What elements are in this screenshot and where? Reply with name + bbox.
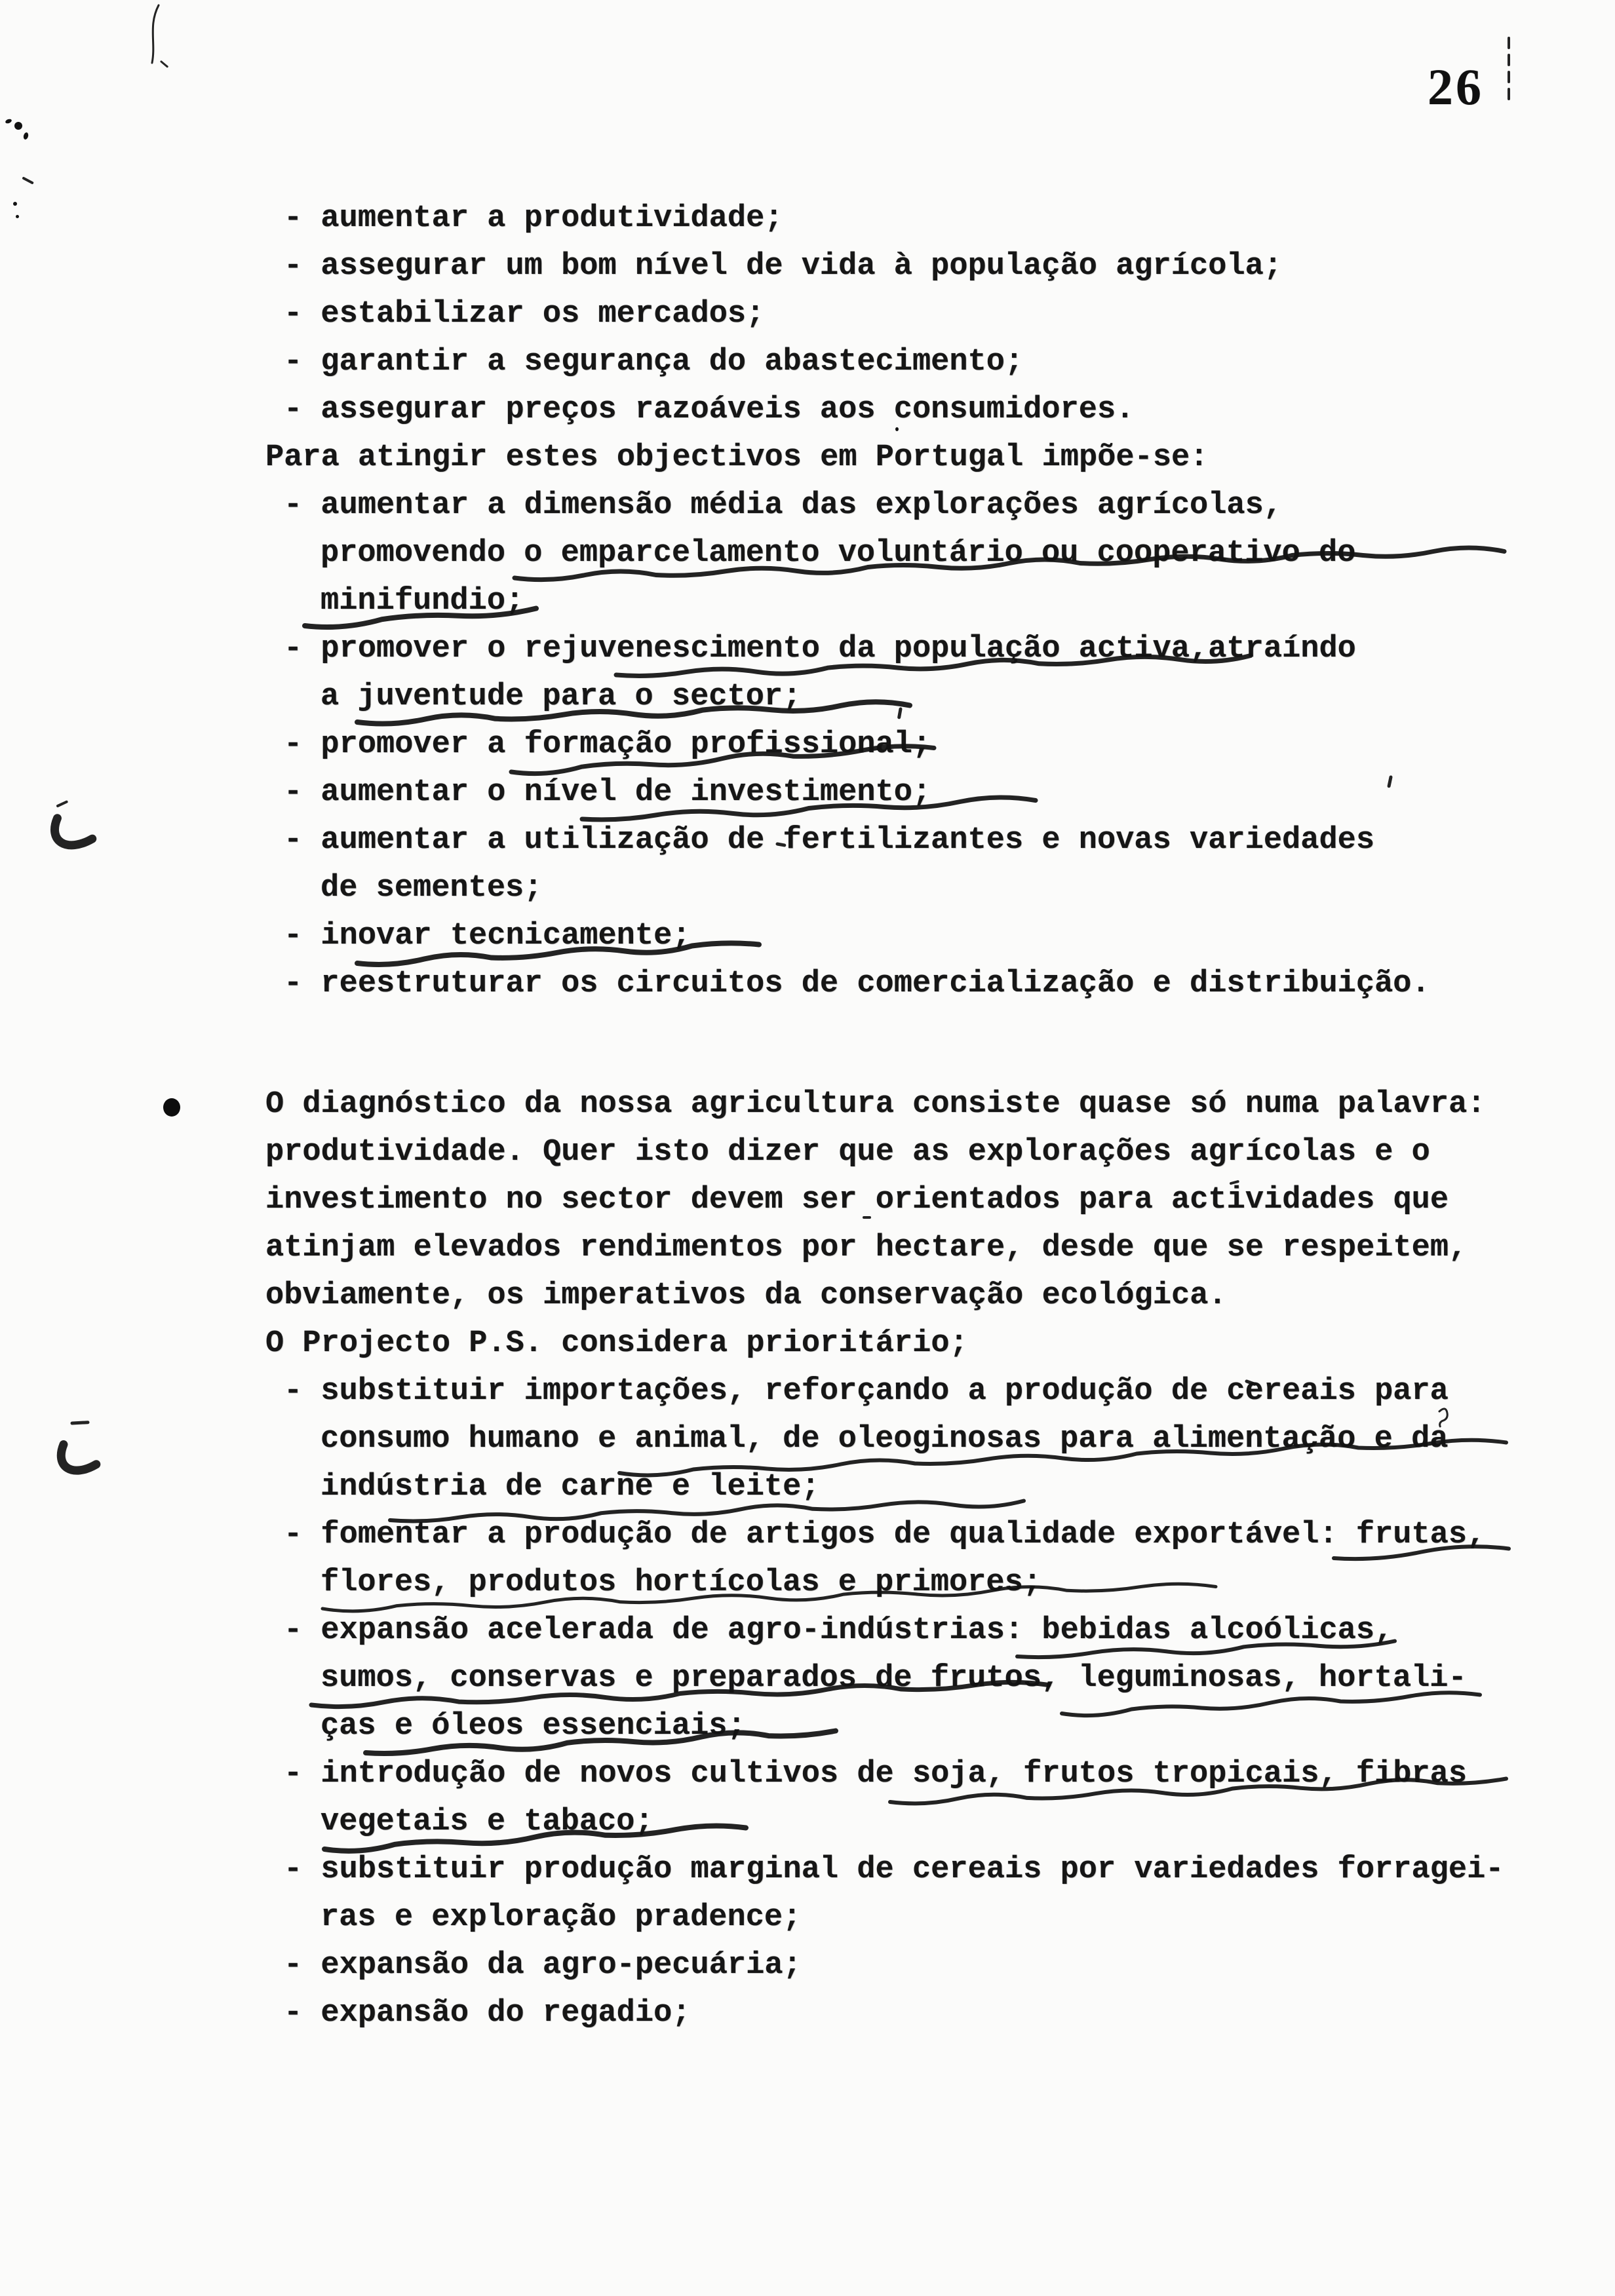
text-line: - aumentar a utilização de fertilizantes e novas variedades [284, 823, 1375, 858]
text-line: promovendo o emparcelamento voluntário ou cooperativo do [321, 536, 1356, 571]
underline-mark [1334, 1546, 1509, 1559]
text-line: flores, produtos hortícolas e primores; [321, 1565, 1041, 1600]
underline-mark [366, 1731, 836, 1754]
text-line: - expansão da agro-pecuária; [284, 1948, 802, 1983]
ink-dot-mark [23, 132, 29, 140]
text-line: - expansão acelerada de agro-indústrias: bebidas alcoólicas, [284, 1613, 1393, 1648]
underline-mark [1017, 1641, 1395, 1658]
ink-dot-mark [895, 427, 899, 431]
pen-stroke-mark [152, 5, 159, 63]
text-line: - assegurar um bom nível de vida à população agrícola; [284, 249, 1283, 284]
tick-mark [1389, 777, 1391, 786]
underline-mark [619, 1440, 1506, 1476]
text-line: - promover a formação profissional; [284, 727, 931, 762]
underline-mark [616, 656, 1251, 676]
page-number: 26 [1428, 58, 1484, 115]
text-line: produtividade. Quer isto dizer que as explorações agrícolas e o [265, 1135, 1430, 1170]
ink-dot-mark [14, 122, 22, 130]
text-line: - introdução de novos cultivos de soja, frutos tropicais, fibras [284, 1757, 1468, 1791]
text-line: - aumentar a produtividade; [284, 201, 783, 236]
underline-mark [305, 609, 536, 627]
text-line: ças e óleos essenciais; [321, 1709, 746, 1744]
text-line: O Projecto P.S. considera prioritário; [265, 1326, 968, 1361]
text-line: - fomentar a produção de artigos de qualidade exportável: frutas, [284, 1518, 1486, 1552]
text-line: - substituir importações, reforçando a produção de cereais para [284, 1374, 1449, 1409]
ink-dot-mark [5, 118, 12, 124]
tick-mark [1231, 1181, 1238, 1183]
underline-mark [357, 943, 759, 965]
underline-mark [890, 1779, 1506, 1804]
tick-mark [161, 62, 167, 67]
text-line: - assegurar preços razoáveis aos consumidores. [284, 392, 1135, 427]
underline-mark [357, 702, 910, 723]
underline-mark [582, 797, 1036, 820]
text-line: - promover o rejuvenescimento da população activa,atraíndo [284, 632, 1356, 666]
text-line: investimento no sector devem ser orientados para actividades que [265, 1183, 1449, 1217]
tick-mark [58, 802, 67, 806]
text-line: - expansão do regadio; [284, 1996, 691, 2031]
text-line: sumos, conservas e preparados de frutos, leguminosas, hortali- [321, 1661, 1467, 1696]
text-line: - aumentar o nível de investimento; [284, 775, 931, 810]
tick-mark [777, 844, 785, 845]
text-line: a juventude para o sector; [321, 679, 802, 714]
underline-mark [311, 1682, 1049, 1706]
tick-mark [1247, 1381, 1255, 1384]
text-line: indústria de carne e leite; [321, 1470, 820, 1504]
text-line: consumo humano e animal, de oleoginosas para alimentação e da [321, 1422, 1449, 1457]
text-line: - substituir produção marginal de cereais por variedades forragei- [284, 1852, 1504, 1887]
underline-mark [515, 548, 1504, 580]
underline-mark [390, 1501, 1024, 1521]
text-line: atinjam elevados rendimentos por hectare, desde que se respeitem, [265, 1231, 1468, 1265]
crescent-pen-mark [54, 818, 92, 845]
text-line: - estabilizar os mercados; [284, 297, 765, 332]
squiggle-mark [1439, 1409, 1447, 1426]
underline-mark [324, 1826, 746, 1850]
crescent-pen-mark [61, 1444, 96, 1470]
text-line: vegetais e tabaco; [321, 1805, 653, 1839]
underline-mark [511, 746, 934, 774]
underline-mark [322, 1584, 1216, 1611]
text-line: - reestruturar os circuitos de comercialização e distribuição. [284, 966, 1430, 1001]
text-line: - garantir a segurança do abastecimento; [284, 345, 1024, 379]
text-line: O diagnóstico da nossa agricultura consiste quase só numa palavra: [265, 1087, 1486, 1122]
text-line: - aumentar a dimensão média das explorações agrícolas, [284, 488, 1283, 523]
text-line: obviamente, os imperativos da conservação ecológica. [265, 1278, 1227, 1313]
text-line: Para atingir estes objectivos em Portugal impõe-se: [265, 440, 1209, 475]
ink-dot-mark [13, 202, 17, 206]
text-line: - inovar tecnicamente; [284, 919, 691, 953]
tick-mark [899, 709, 901, 718]
underline-mark [1062, 1693, 1480, 1715]
text-line: de sementes; [321, 871, 543, 906]
ink-dot-mark [16, 215, 19, 218]
tick-mark [24, 178, 32, 183]
text-line: minifundio; [321, 584, 524, 619]
text-line: ras e exploração pradence; [321, 1900, 802, 1935]
